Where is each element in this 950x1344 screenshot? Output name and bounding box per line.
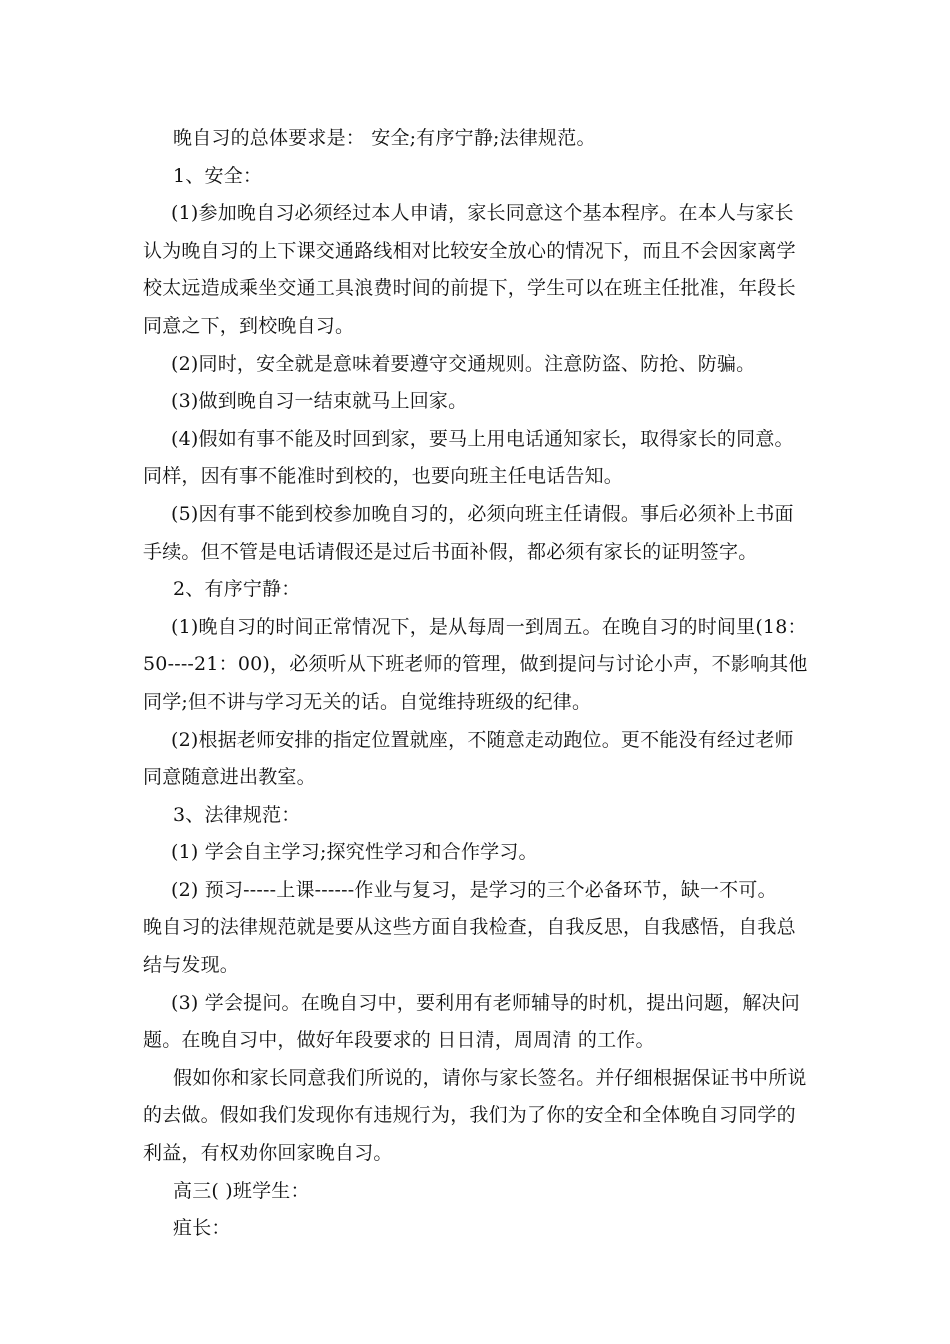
paragraph-line: 同样，因有事不能准时到校的，也要向班主任电话告知。 <box>143 465 624 488</box>
paragraph-line: 题。在晚自习中，做好年段要求的 日日清，周周清 的工作。 <box>143 1029 655 1052</box>
paragraph-line: (2) 预习-----上课------作业与复习，是学习的三个必备环节，缺一不可。 <box>171 878 777 901</box>
section-1-heading: 1、安全： <box>173 164 263 187</box>
paragraph-line: 认为晚自习的上下课交通路线相对比较安全放心的情况下，而且不会因家离学 <box>143 239 796 262</box>
paragraph-line: 同学;但不讲与学习无关的话。自觉维持班级的纪律。 <box>143 690 592 713</box>
paragraph-line: 结与发现。 <box>143 954 240 977</box>
overall-requirements-line: 晚自习的总体要求是： 安全;有序宁静;法律规范。 <box>173 127 596 149</box>
paragraph-line: 50----21：00)，必须听从下班老师的管理，做到提问与讨论小声，不影响其他 <box>143 653 808 676</box>
paragraph-line: 利益，有权劝你回家晚自习。 <box>143 1142 393 1165</box>
section-3-heading: 3、法律规范： <box>173 803 301 826</box>
paragraph-line: (2)同时，安全就是意味着要遵守交通规则。注意防盗、防抢、防骗。 <box>171 352 756 375</box>
paragraph-line: (3)做到晚自习一结束就马上回家。 <box>171 390 468 413</box>
paragraph-line: (2)根据老师安排的指定位置就座，不随意走动跑位。更不能没有经过老师 <box>171 728 794 751</box>
parent-signature-line: 疽长： <box>173 1217 231 1240</box>
document-body <box>143 120 823 1248</box>
paragraph-line: (3) 学会提问。在晚自习中，要利用有老师辅导的时机，提出问题，解决问 <box>171 991 800 1014</box>
paragraph-line: 晚自习的法律规范就是要从这些方面自我检查，自我反思，自我感悟，自我总 <box>143 916 796 939</box>
paragraph-line: 同意之下，到校晚自习。 <box>143 314 355 337</box>
paragraph-line: (5)因有事不能到校参加晚自习的，必须向班主任请假。事后必须补上书面 <box>171 502 794 525</box>
paragraph-line: 校太远造成乘坐交通工具浪费时间的前提下，学生可以在班主任批准，年段长 <box>143 277 796 300</box>
paragraph-line: 手续。但不管是电话请假还是过后书面补假，都必须有家长的证明签字。 <box>143 540 758 563</box>
paragraph-line: 假如你和家长同意我们所说的，请你与家长签名。并仔细根据保证书中所说 <box>173 1066 807 1089</box>
section-2-heading: 2、有序宁静： <box>173 578 301 601</box>
paragraph-line: (1) 学会自主学习;探究性学习和合作学习。 <box>171 841 538 864</box>
paragraph-line: (1)参加晚自习必须经过本人申请，家长同意这个基本程序。在本人与家长 <box>171 202 794 225</box>
student-signature-line: 高三( )班学生： <box>173 1179 310 1202</box>
paragraph-line: 的去做。假如我们发现你有违规行为，我们为了你的安全和全体晚自习同学的 <box>143 1104 796 1127</box>
paragraph-line: (4)假如有事不能及时回到家，要马上用电话通知家长，取得家长的同意。 <box>171 427 794 450</box>
paragraph-line: 同意随意进出教室。 <box>143 766 316 789</box>
paragraph-line: (1)晚自习的时间正常情况下，是从每周一到周五。在晚自习的时间里(18： <box>171 615 807 638</box>
